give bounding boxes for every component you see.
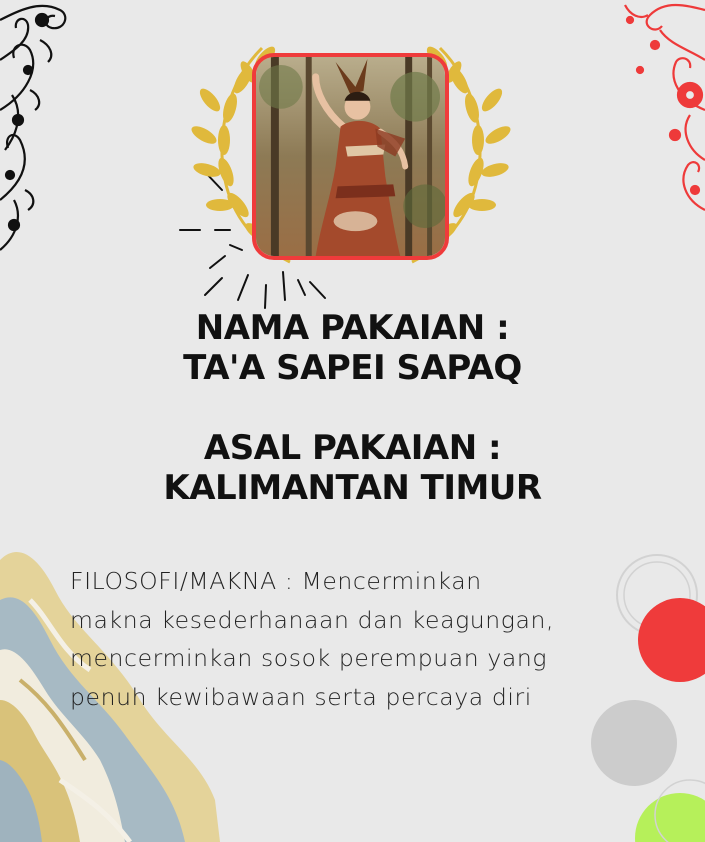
dancer-photo: [252, 53, 449, 260]
nama-pakaian-value: TA'A SAPEI SAPAQ: [183, 348, 522, 388]
nama-pakaian-block: [0, 308, 705, 388]
filosofi-paragraph: [70, 562, 630, 716]
dancer-illustration: [256, 57, 445, 256]
filosofi-line: makna kesederhanaan dan keagungan,: [70, 605, 555, 634]
asal-pakaian-value: KALIMANTAN TIMUR: [163, 468, 542, 508]
nama-pakaian-label: NAMA PAKAIAN :: [195, 308, 510, 348]
floral-ornament-icon: [0, 6, 65, 250]
filosofi-line: FILOSOFI/MAKNA : Mencerminkan: [70, 567, 482, 595]
asal-pakaian-label: ASAL PAKAIAN :: [203, 428, 502, 468]
asal-pakaian-block: [0, 428, 705, 508]
filosofi-line: penuh kewibawaan serta percaya diri: [70, 682, 532, 711]
filosofi-line: mencerminkan sosok perempuan yang: [70, 644, 548, 672]
floral-ornament-icon: [625, 5, 705, 210]
